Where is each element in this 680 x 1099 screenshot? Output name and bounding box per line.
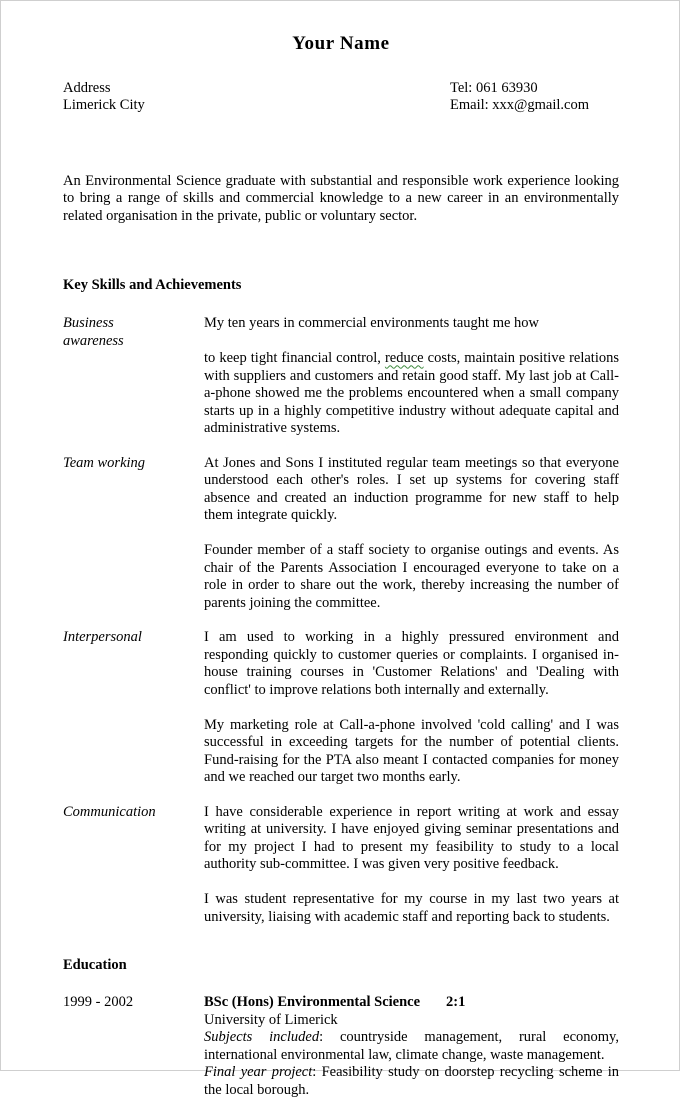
skill-label-communication <box>63 804 193 822</box>
skill-row-interpersonal <box>63 629 619 787</box>
skill-label-line: awareness <box>63 332 124 349</box>
skill-paragraph <box>204 350 619 438</box>
skill-label-line: Interpersonal <box>63 629 142 646</box>
address-line: Address <box>63 79 111 96</box>
contact-address <box>63 80 145 114</box>
profile-summary <box>63 173 619 226</box>
skill-label-business-awareness <box>63 315 193 350</box>
skill-label-line: Team working <box>63 454 146 471</box>
skill-paragraph: At Jones and Sons I instituted regular team meetings so that everyone understood each other's roles. I set up systems for covering staff absence and created an induction programme for new staff to help them integrate quickly. <box>204 454 619 524</box>
page-title: Your Name <box>292 33 390 54</box>
text-before-squiggle: to keep tight financial control, <box>204 350 385 367</box>
email-line: Email: xxx@gmail.com <box>450 96 589 113</box>
education-entry <box>63 994 619 1099</box>
skill-label-team-working <box>63 455 193 473</box>
skill-row-business-awareness <box>63 315 619 438</box>
skill-body-communication <box>204 804 619 927</box>
contact-block <box>63 80 619 116</box>
skill-paragraph-intro: My ten years in commercial environments taught me how <box>204 315 540 332</box>
summary-text: An Environmental Science graduate with substantial and responsible work experience looking to bring a range of skills and commercial knowledge to a new career in an environmentally related organisation in the private, public or voluntary sector. <box>63 172 619 224</box>
skill-row-communication <box>63 804 619 927</box>
skill-body-business-awareness <box>204 315 619 438</box>
skill-paragraph: I am used to working in a highly pressured environment and responding quickly to customer queries or complaints. I organised in-house training courses in 'Customer Relations' and 'Dealing with conflict' to improve relations both internally and externally. <box>204 629 619 698</box>
education-subjects <box>204 1029 619 1064</box>
contact-details <box>450 80 589 114</box>
education-list <box>63 994 619 1099</box>
skill-body-team-working <box>204 455 619 613</box>
skill-label-line: Communication <box>63 803 156 820</box>
education-subjects-text: : countryside management, rural economy, international environmental law, climate change, waste management. <box>204 1029 619 1063</box>
grammar-squiggle-word: reduce <box>384 350 424 367</box>
text-after-squiggle: costs, maintain positive relations with suppliers and customers and retain good staff. My last job at Call-a-phone showed me the problems encountered when a small company starts up in a highly competitive industry without adequate capital and administrative systems. <box>204 350 619 437</box>
skill-paragraph: I was student representative for my course in my last two years at university, liaising with academic staff and reporting back to students. <box>204 891 619 925</box>
skill-paragraph: Founder member of a staff society to organise outings and events. As chair of the Parents Association I encouraged everyone to take on a role in order to share out the work, thereby increasing the number of parents joining the committee. <box>204 542 619 611</box>
education-degree-line <box>204 994 619 1012</box>
section-heading-key-skills: Key Skills and Achievements <box>63 277 242 294</box>
education-dates: 1999 - 2002 <box>63 994 134 1011</box>
education-project-label: Final year project <box>204 1064 313 1081</box>
page-content <box>63 1 619 1099</box>
skill-label-interpersonal <box>63 629 193 647</box>
education-school: University of Limerick <box>204 1011 338 1028</box>
education-project <box>204 1064 619 1099</box>
education-project-text: : Feasibility study on doorstep recycling scheme in the local borough. <box>204 1064 619 1098</box>
skill-body-interpersonal <box>204 629 619 787</box>
key-skills-list <box>63 315 619 926</box>
skill-paragraph: I have considerable experience in report writing at work and essay writing at university. I have enjoyed giving seminar presentations and for my project I had to present my feasibility to study to a local authority sub-committee. I was given very positive feedback. <box>204 803 619 873</box>
skill-row-team-working <box>63 455 619 613</box>
education-body <box>204 994 619 1099</box>
address-city: Limerick City <box>63 96 145 113</box>
education-subjects-label: Subjects included <box>204 1029 320 1046</box>
education-grade: 2:1 <box>446 994 466 1011</box>
section-heading-education: Education <box>63 957 127 974</box>
skill-label-line: Business <box>63 315 114 332</box>
skill-paragraph: My marketing role at Call-a-phone involved 'cold calling' and I was successful in exceeding targets for the number of potential clients. Fund-raising for the PTA also meant I contacted companies for money and we reached our target two months early. <box>204 716 619 786</box>
education-degree: BSc (Hons) Environmental Science <box>204 994 421 1011</box>
phone-line: Tel: 061 63930 <box>450 79 538 96</box>
